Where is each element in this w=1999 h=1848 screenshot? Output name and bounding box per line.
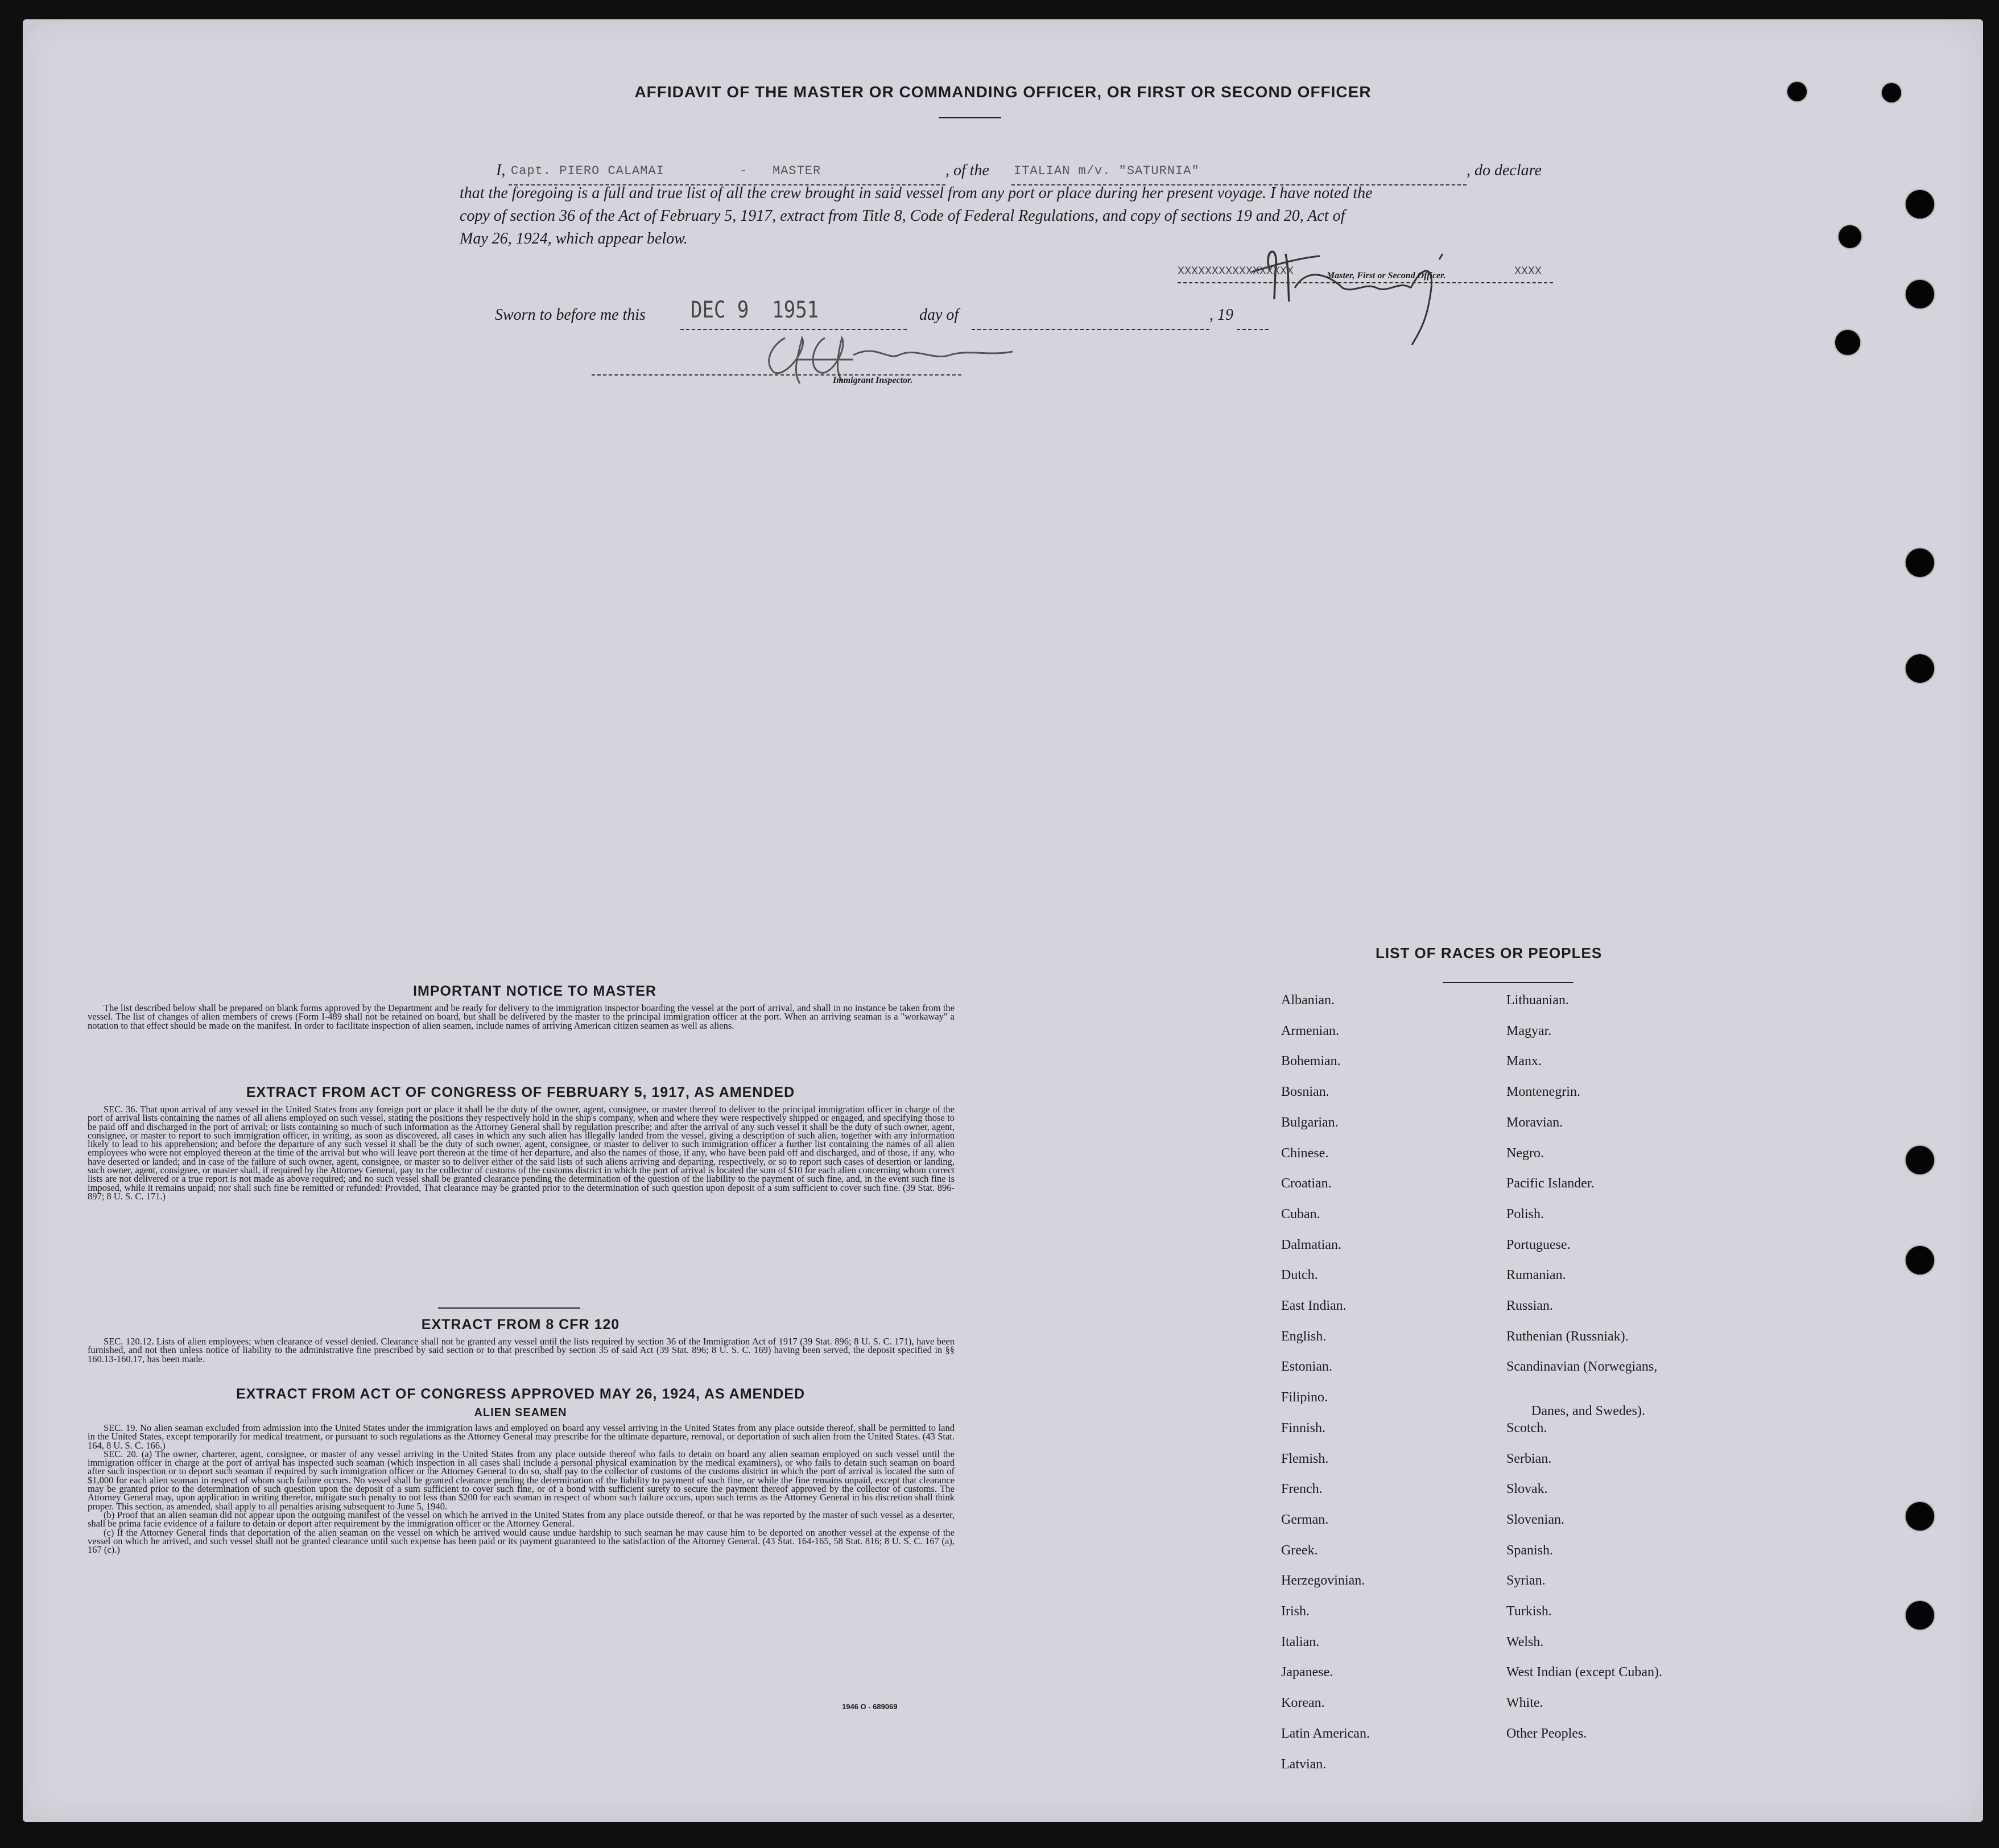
punch-hole [1906, 654, 1934, 683]
race-item-left: East Indian. [1281, 1298, 1347, 1313]
affidavit-i-label: I, [496, 162, 506, 179]
extract-cfr-body [88, 1337, 955, 1363]
punch-hole [1906, 1146, 1934, 1174]
race-item-right: Moravian. [1506, 1115, 1563, 1130]
alien-seamen-subtitle: ALIEN SEAMEN [474, 1406, 567, 1419]
affidavit-line-3: copy of section 36 of the Act of February 5, 1917, extract from Title 8, Code of Federal Regulations, and copy of sections 19 and 20, Act of [460, 207, 1345, 225]
master-name-field: Capt. PIERO CALAMAI [511, 164, 664, 178]
race-item-right: Ruthenian (Russniak). [1506, 1329, 1629, 1344]
race-item-right: Spanish. [1506, 1542, 1554, 1558]
notice-body [88, 1004, 955, 1030]
race-item-right: Manx. [1506, 1054, 1542, 1069]
race-item-left: Filipino. [1281, 1390, 1328, 1405]
section-20a-paragraph: SEC. 20. (a) The owner, charterer, agent, consignee, or master of any vessel arriving in the United States from any place outside thereof who fails to detain on board any alien seaman employed on such vessel until the immigration officer in charge at the port of arrival has inspected such seaman (which inspection in all cases shall include a personal physical examination by the medical examiners), or who fails to detain such seaman on board after such inspection or to deport such seaman if required by such immigration officer or the Attorney General to do so, shall pay to the collector of customs of the customs district in which the port of arrival is located the sum of $1,000 for each alien seaman in respect of whom such failure occurs. No vessel shall be granted clearance pending the determination of the liability to payment of such fine, or while the fine remains unpaid, except that clearance may be granted prior to the determination of such question upon the deposit of a sum sufficient to cover such fine, or of a bond with sufficient surety to secure the payment thereof approved by the collector of customs. The Attorney General may, upon application in writing therefor, mitigate such penalty to not less than $200 for each seaman in respect of whom such failure occurs, upon such terms as the Attorney General in his discretion shall think proper. This section, as amended, shall apply to all penalties arising subsequent to June 5, 1940. [88, 1448, 955, 1512]
race-item-left: Estonian. [1281, 1359, 1332, 1375]
punch-hole [1906, 548, 1934, 577]
master-x-strike: XXXXXXXXXXXXXXXXX [1178, 265, 1294, 278]
race-item-left: Latvian. [1281, 1756, 1327, 1772]
vessel-field: ITALIAN m/v. "SATURNIA" [1014, 164, 1200, 178]
affidavit-title: AFFIDAVIT OF THE MASTER OR COMMANDING OFFICER, OR FIRST OR SECOND OFFICER [634, 83, 1372, 101]
section-19-paragraph: SEC. 19. No alien seaman excluded from admission into the United States under the immigration laws and employed on board any vessel arriving in the United States from any place outside thereof, shall be permitted to land in the United States, except temporarily for medical treatment, or pursuant to such regulations as the Attorney General may prescribe for the ultimate departure, removal, or deportation of such alien from the United States. (43 Stat. 164, 8 U. S. C. 166.) [88, 1422, 955, 1451]
extract-1917-body [88, 1105, 955, 1201]
race-item-left: Bohemian. [1281, 1054, 1341, 1069]
race-item-right: Rumanian. [1506, 1268, 1566, 1283]
punch-hole [1906, 1246, 1934, 1274]
master-x-strike-right: XXXX [1514, 265, 1542, 278]
race-item-left: Korean. [1281, 1696, 1325, 1711]
race-item-left: Greek. [1281, 1542, 1318, 1558]
race-item-right: Montenegrin. [1506, 1084, 1580, 1100]
race-item-left: Flemish. [1281, 1451, 1329, 1466]
race-item-right: Other Peoples. [1506, 1726, 1587, 1741]
race-item-right: Danes, and Swedes). [1531, 1404, 1645, 1419]
affidavit-line-4: May 26, 1924, which appear below. [460, 230, 688, 248]
punch-hole [1906, 1502, 1934, 1531]
race-item-left: Dutch. [1281, 1268, 1318, 1283]
race-item-left: Irish. [1281, 1604, 1310, 1619]
race-item-left: Cuban. [1281, 1206, 1320, 1222]
race-item-left: Armenian. [1281, 1023, 1339, 1038]
race-item-right: White. [1506, 1696, 1543, 1711]
notice-paragraph: The list described below shall be prepared on blank forms approved by the Department and be ready for delivery to the immigration inspector boarding the vessel at the port of arrival, and shall in no instance be taken from the vessel. The list of changes of alien members of crews (Form I-489 shall not be retained on board, but shall be delivered by the master to the principal immigration officer at the port. When an arriving seaman is a "workaway" a notation to that effect should be made on the manifest. In order to facilitate inspection of alien seamen, include names of arriving American citizen seamen as well as aliens. [88, 1003, 955, 1031]
race-item-right: Slovak. [1506, 1482, 1548, 1497]
race-item-right: Pacific Islander. [1506, 1176, 1595, 1191]
race-item-right: Welsh. [1506, 1634, 1544, 1649]
race-item-right: Slovenian. [1506, 1512, 1564, 1527]
day-of-label: day of [919, 306, 959, 324]
punch-hole [1906, 1601, 1934, 1630]
race-item-left: Albanian. [1281, 993, 1335, 1008]
print-code: 1946 O - 689069 [842, 1702, 898, 1711]
race-item-right: Negro. [1506, 1145, 1544, 1161]
year-label: , 19 [1209, 306, 1233, 324]
race-item-right: Lithuanian. [1506, 993, 1569, 1008]
extract-1924-body [88, 1424, 955, 1554]
race-item-left: Dalmatian. [1281, 1237, 1341, 1252]
race-item-right: Scandinavian (Norwegians, [1506, 1359, 1658, 1375]
do-declare-label: , do declare [1467, 162, 1542, 179]
section-20c-paragraph: (c) If the Attorney General finds that deportation of the alien seaman on the vessel on which he arrived would cause undue hardship to such seaman he may cause him to be deported on another vessel at the expense of the vessel on which he arrived, and such vessel shall not be granted clearance until such expense has been paid or its payment guaranteed to the satisfaction of the Attorney General. (43 Stat. 164-165, 58 Stat. 816; 8 U. S. C. 167 (a), 167 (c).) [88, 1527, 955, 1556]
document-page [23, 19, 1983, 1822]
race-item-left: Bosnian. [1281, 1084, 1329, 1100]
punch-hole [1906, 280, 1934, 308]
punch-hole [1906, 190, 1934, 218]
race-item-left: German. [1281, 1512, 1329, 1527]
date-stamp: DEC 9 1951 [691, 297, 819, 323]
races-title-rule [1443, 982, 1573, 983]
race-item-left: Herzegovinian. [1281, 1573, 1365, 1589]
race-item-left: French. [1281, 1482, 1323, 1497]
cfr-paragraph: SEC. 120.12. Lists of alien employees; when clearance of vessel denied. Clearance shall not be granted any vessel until the lists required by section 36 of the Immigration Act of 1917 (39 Stat. 896; 8 U. S. C. 171), have been furnished, and not then unless notice of liability to the administrative fine prescribed by said section or to that prescribed by section 35 of said Act (39 Stat. 896; 8 U. S. C. 169) having been served, the deposit specified in §§ 160.13-160.17, has been made. [88, 1336, 955, 1364]
extract-1924-title: EXTRACT FROM ACT OF CONGRESS APPROVED MAY 26, 1924, AS AMENDED [236, 1386, 806, 1402]
punch-hole [1835, 330, 1860, 355]
notice-title: IMPORTANT NOTICE TO MASTER [413, 983, 656, 999]
year-line [1237, 329, 1269, 330]
race-item-right: Turkish. [1506, 1604, 1552, 1619]
affidavit-line-2: that the foregoing is a full and true list of all the crew brought in said vessel from any port or place during her present voyage. I have noted the [460, 184, 1373, 202]
extract-1917-title: EXTRACT FROM ACT OF CONGRESS OF FEBRUARY 5, 1917, AS AMENDED [246, 1084, 795, 1100]
race-item-right: Russian. [1506, 1298, 1554, 1313]
master-name-dash: - [740, 164, 748, 178]
master-role-field: MASTER [773, 164, 821, 178]
race-item-right: West Indian (except Cuban). [1506, 1665, 1662, 1680]
inspector-caption: Immigrant Inspector. [833, 376, 913, 385]
race-item-left: Japanese. [1281, 1665, 1333, 1680]
section-20b-paragraph: (b) Proof that an alien seaman did not appear upon the outgoing manifest of the vessel on which he arrived in the United States from any place outside thereof, or that he was reported by the master of such vessel as a deserter, shall be prima facie evidence of a failure to detain or deport after requirement by the immigration officer or the Attorney General. [88, 1509, 955, 1529]
section-rule [438, 1307, 580, 1309]
race-item-right: Polish. [1506, 1206, 1544, 1222]
race-item-right: Portuguese. [1506, 1237, 1571, 1252]
race-item-left: Finnish. [1281, 1420, 1326, 1436]
master-caption: Master, First or Second Officer. [1327, 271, 1446, 280]
race-item-left: Bulgarian. [1281, 1115, 1339, 1130]
race-item-left: Chinese. [1281, 1145, 1329, 1161]
races-title: LIST OF RACES OR PEOPLES [1376, 944, 1602, 962]
sworn-label: Sworn to before me this [495, 306, 646, 324]
master-signature [1240, 231, 1479, 350]
section-36-paragraph: SEC. 36. That upon arrival of any vessel in the United States from any foreign port or place it shall be the duty of the owner, agent, consignee, or master thereof to deliver to the principal immigration officer in charge of the port of arrival lists containing the names of all aliens employed on such vessel, stating the positions they respectively hold in the ship's company, when and where they were respectively shipped or engaged, and specifying those to be paid off and discharged in the port of arrival; or lists containing so much of such information as the Attorney General shall by regulation prescribe; and after the arrival of any such vessel it shall be the duty of such owner, agent, consignee, or master to report to such immigration officer, in writing, as soon as discovered, all cases in which any such alien has illegally landed from the vessel, giving a description of such alien, together with any information likely to lead to his apprehension; and before the departure of any such vessel it shall be the duty of such owner, agent, consignee, or master to deliver to such immigration officer a further list containing the names of all alien employees who were not employed thereon at the time of the arrival but who will leave port thereon at the time of her departure, and also the names of those, if any, who have been paid off and discharged, and of those, if any, who have deserted or landed; and in case of the failure of such owner, agent, consignee, or master so to deliver either of the said lists of such aliens arriving and departing, respectively, or so to report such cases of desertion or landing, such owner, agent, consignee, or master shall, if required by the Attorney General, pay to the collector of customs of the customs district in which the port of arrival is located the sum of $10 for each alien concerning whom correct lists are not delivered or a true report is not made as above required; and no such vessel shall be granted clearance pending the determination of the question of the liability to the payment of such fine, and, in the event such fine is imposed, while it remains unpaid; nor shall such fine be remitted or refunded: Provided, That clearance may be granted prior to the determination of such question upon deposit of a sum sufficient to cover such fine. (39 Stat. 896-897; 8 U. S. C. 171.) [88, 1104, 955, 1202]
title-rule [939, 117, 1001, 118]
race-item-right: Magyar. [1506, 1023, 1552, 1038]
punch-hole [1839, 225, 1861, 248]
race-item-right: Scotch. [1506, 1420, 1547, 1436]
race-item-left: English. [1281, 1329, 1327, 1344]
race-item-left: Croatian. [1281, 1176, 1332, 1191]
of-the-label: , of the [945, 162, 989, 179]
race-item-right: Serbian. [1506, 1451, 1552, 1466]
master-signature-line [1178, 282, 1553, 283]
race-item-right: Syrian. [1506, 1573, 1546, 1589]
extract-cfr-title: EXTRACT FROM 8 CFR 120 [421, 1317, 620, 1333]
race-item-left: Latin American. [1281, 1726, 1370, 1741]
race-item-left: Italian. [1281, 1634, 1320, 1649]
